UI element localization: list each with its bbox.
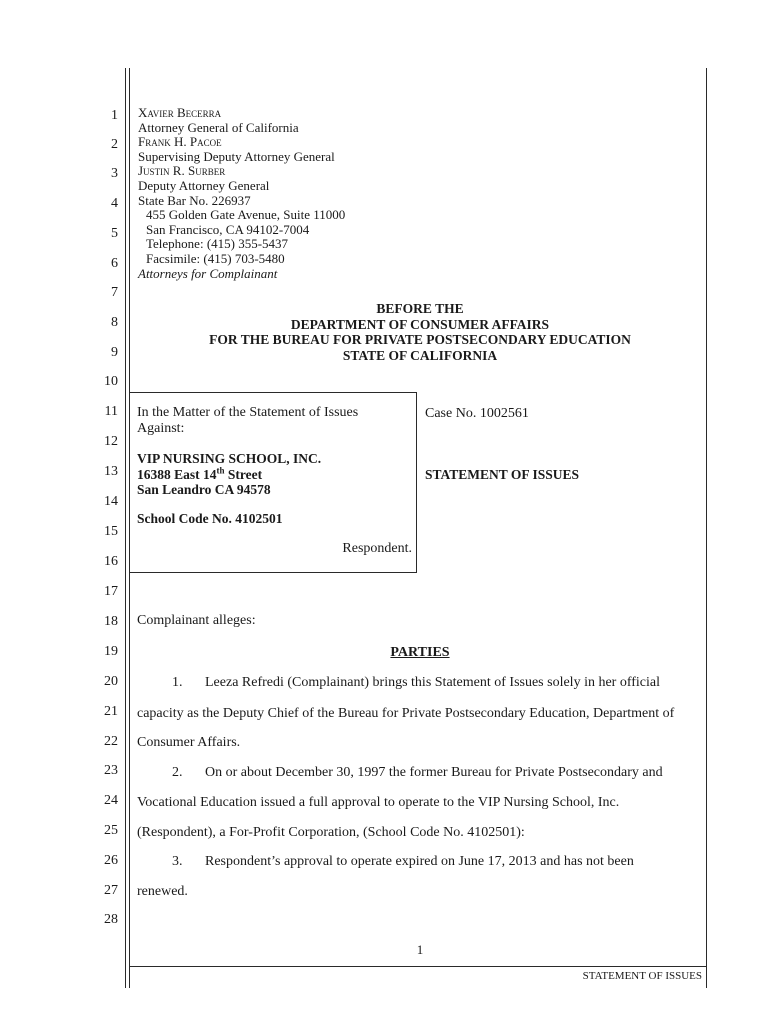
header-line: State Bar No. 226937: [138, 192, 251, 208]
line-number: 12: [104, 434, 118, 449]
attorneys-for: Attorneys for Complainant: [138, 265, 278, 281]
street-ordinal: th: [216, 465, 225, 475]
school-code: School Code No. 4102501: [137, 511, 283, 526]
school-address-city: San Leandro CA 94578: [137, 482, 271, 497]
line-number: 10: [104, 374, 118, 389]
line-number: 28: [104, 912, 118, 927]
paragraph-1-line: capacity as the Deputy Chief of the Bureau for Private Postsecondary Education, Department of: [137, 706, 675, 721]
paragraph-2-number: 2.: [172, 765, 183, 780]
respondent-block: [137, 451, 412, 498]
matter-against: Against:: [137, 421, 185, 436]
line-number: 25: [104, 823, 118, 838]
paragraph-2-line: (Respondent), a For-Profit Corporation, (School Code No. 4102501):: [137, 825, 525, 840]
line-number: 9: [111, 345, 118, 360]
line-number: 7: [111, 285, 118, 300]
matter-box-top: [130, 392, 416, 393]
header-line: Facsimile: (415) 703-5480: [146, 250, 285, 266]
document-title: STATEMENT OF ISSUES: [425, 467, 580, 482]
header-line: Justin R. Surber: [138, 163, 226, 179]
paragraph-3-line: Respondent’s approval to operate expired on June 17, 2013 and has not been: [205, 854, 634, 869]
footer-rule: [129, 966, 706, 967]
line-number: 26: [104, 853, 118, 868]
line-number: 8: [111, 315, 118, 330]
line-number: 4: [111, 196, 118, 211]
line-number: 27: [104, 883, 118, 898]
line-number: 2: [111, 137, 118, 152]
line-number: 19: [104, 644, 118, 659]
line-number: 3: [111, 166, 118, 181]
paragraph-2-line: Vocational Education issued a full approval to operate to the VIP Nursing School, Inc.: [137, 795, 620, 810]
line-number: 13: [104, 464, 118, 479]
paragraph-2-line: On or about December 30, 1997 the former Bureau for Private Postsecondary and: [205, 765, 663, 780]
paragraph-1-line: Leeza Refredi (Complainant) brings this Statement of Issues solely in her official: [205, 675, 661, 690]
caption-state: STATE OF CALIFORNIA: [342, 347, 498, 363]
paragraph-3-line: renewed.: [137, 884, 188, 899]
line-number: 18: [104, 614, 118, 629]
paragraph-3-number: 3.: [172, 854, 183, 869]
respondent-label: Respondent.: [342, 541, 412, 556]
header-line: San Francisco, CA 94102-7004: [146, 221, 310, 237]
line-number: 20: [104, 674, 118, 689]
attorney-header: [138, 106, 458, 281]
line-number: 23: [104, 763, 118, 778]
matter-box-right: [416, 392, 417, 572]
line-number: 22: [104, 734, 118, 749]
left-margin-rule-outer: [125, 68, 126, 988]
line-number: 16: [104, 554, 118, 569]
right-margin-rule: [706, 68, 707, 988]
line-number: 24: [104, 793, 118, 808]
line-number: 5: [111, 226, 118, 241]
line-number: 15: [104, 524, 118, 539]
street-number: 16388 East 14: [137, 466, 217, 482]
line-number: 6: [111, 256, 118, 271]
page-number: 1: [416, 942, 424, 957]
caption-bureau: FOR THE BUREAU FOR PRIVATE POSTSECONDARY EDUCATION: [209, 332, 631, 347]
header-line: Supervising Deputy Attorney General: [138, 148, 335, 164]
paragraph-1-number: 1.: [172, 675, 183, 690]
header-line: Deputy Attorney General: [138, 177, 270, 193]
header-line: Attorney General of California: [138, 119, 299, 135]
complainant-alleges: Complainant alleges:: [137, 613, 256, 628]
matter-intro: [137, 405, 412, 437]
line-number: 11: [104, 404, 118, 419]
street-name: Street: [224, 466, 263, 482]
line-number: 1: [111, 108, 118, 123]
left-margin-rule-inner: [129, 68, 130, 988]
paragraph-1-line: Consumer Affairs.: [137, 735, 241, 750]
line-number: 21: [104, 704, 118, 719]
line-number: 14: [104, 494, 118, 509]
header-line: Xavier Becerra: [138, 105, 222, 120]
header-line: Frank H. Pacoe: [138, 134, 222, 150]
school-name: VIP NURSING SCHOOL, INC.: [137, 451, 322, 466]
matter-box-bottom: [130, 572, 417, 573]
header-line: 455 Golden Gate Avenue, Suite 11000: [146, 207, 346, 223]
caption-department: DEPARTMENT OF CONSUMER AFFAIRS: [290, 316, 550, 332]
caption: [130, 301, 710, 363]
matter-intro-line: In the Matter of the Statement of Issues: [137, 405, 359, 420]
parties-heading: PARTIES: [390, 645, 450, 660]
case-number: Case No. 1002561: [425, 406, 529, 421]
school-address-street: [137, 467, 412, 483]
header-line: Telephone: (415) 355-5437: [146, 236, 289, 252]
line-number: 17: [104, 584, 118, 599]
footer-title: STATEMENT OF ISSUES: [582, 970, 702, 982]
caption-before: BEFORE THE: [376, 301, 464, 316]
